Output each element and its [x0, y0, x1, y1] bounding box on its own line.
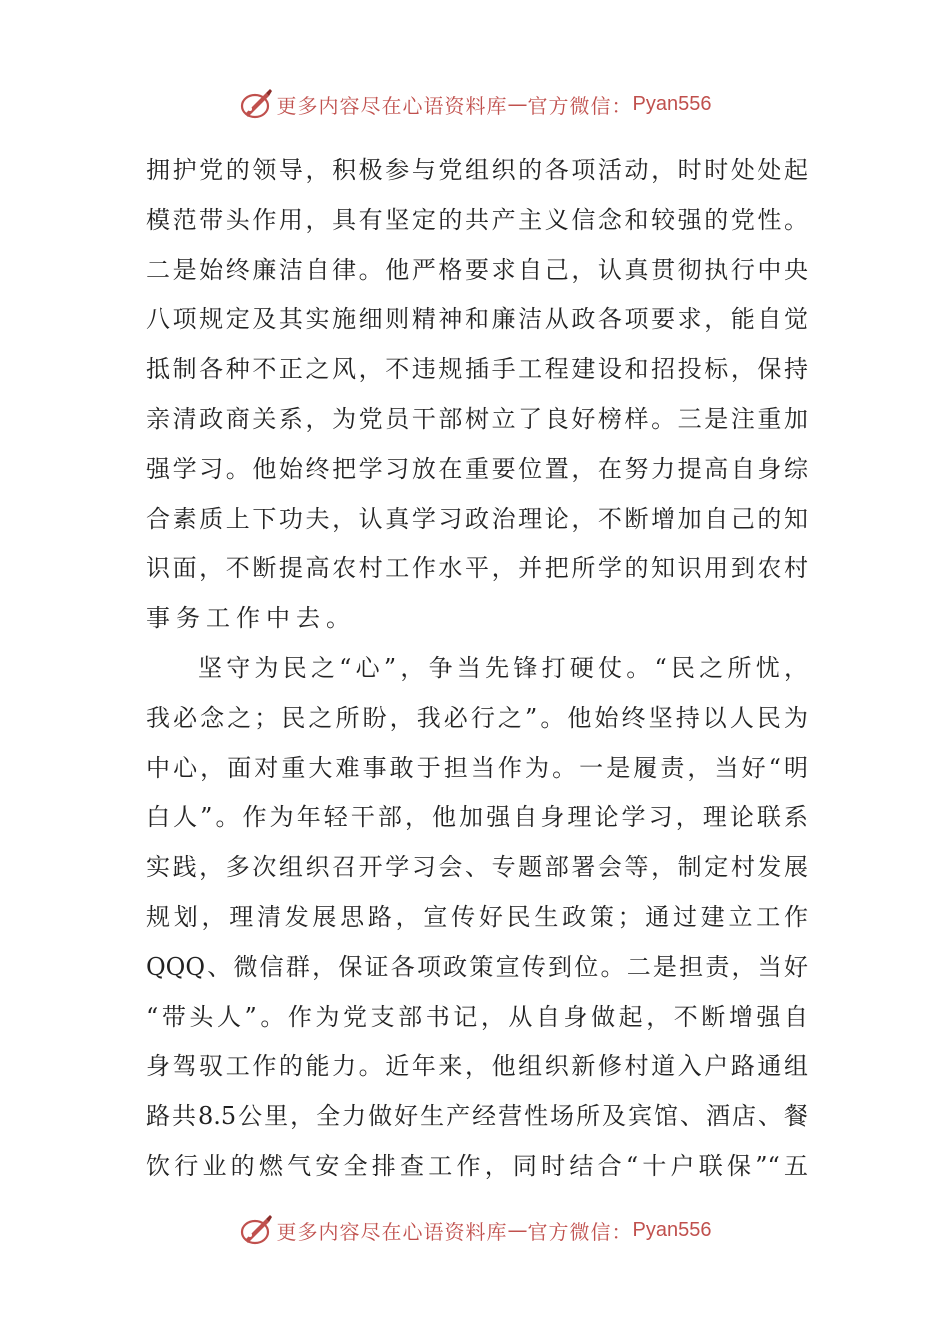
text-line: QQQ、微信群，保证各项政策宣传到位。二是担责，当好	[146, 952, 808, 981]
text-line: 身驾驭工作的能力。近年来，他组织新修村道入户路通组	[146, 1052, 808, 1081]
text-line: 识面，不断提高农村工作水平，并把所学的知识用到农村	[146, 554, 808, 583]
text-line: 拥护党的领导，积极参与党组织的各项活动，时时处处起	[146, 156, 808, 184]
text-line: 八项规定及其实施细则精神和廉洁从政各项要求，能自觉	[146, 305, 808, 334]
text-line: 我必念之；民之所盼，我必行之”。他始终坚持以人民为	[146, 703, 808, 732]
text-line: 抵制各种不正之风，不违规插手工程建设和招投标，保持	[146, 355, 808, 384]
text-line: 二是始终廉洁自律。他严格要求自己，认真贯彻执行中央	[146, 255, 808, 284]
banner-wechat-id: Pyan556	[632, 92, 712, 115]
banner-official-label: 官方微信：	[527, 93, 633, 118]
text-line: 合素质上下功夫，认真学习政治理论，不断增加自己的知	[146, 504, 808, 533]
text-line: 规划，理清发展思路，宣传好民生政策；通过建立工作	[146, 902, 808, 931]
banner-wechat-id: Pyan556	[632, 1218, 712, 1241]
text-line: 强学习。他始终把学习放在重要位置，在努力提高自身综	[146, 454, 808, 483]
text-line: 模范带头作用，具有坚定的共产主义信念和较强的党性。	[146, 205, 808, 234]
banner-dash: —	[507, 1218, 528, 1242]
footer-banner	[0, 1210, 950, 1250]
banner-brand-text: 更多内容尽在心语资料库	[276, 93, 508, 118]
text-line: 中心，面对重大难事敢于担当作为。一是履责，当好“明	[146, 753, 808, 782]
banner-dash: —	[507, 92, 528, 116]
document-body	[146, 146, 808, 1192]
text-line: “带头人”。作为党支部书记，从自身做起，不断增强自	[146, 1002, 808, 1031]
paragraph-2	[146, 644, 808, 1192]
pen-ring-logo-icon	[239, 87, 273, 121]
header-banner	[0, 84, 950, 124]
text-line: 事务工作中去。	[146, 604, 356, 633]
text-line: 路共8.5公里，全力做好生产经营性场所及宾馆、酒店、餐	[146, 1102, 808, 1131]
text-line: 白人”。作为年轻干部，他加强自身理论学习，理论联系	[146, 803, 808, 832]
text-line: 饮行业的燃气安全排查工作，同时结合“十户联保”“五	[146, 1151, 808, 1180]
text-line: 亲清政商关系，为党员干部树立了良好榜样。三是注重加	[146, 404, 808, 433]
pen-ring-logo-icon	[239, 1213, 273, 1247]
paragraph-1	[146, 146, 808, 644]
banner-brand-text: 更多内容尽在心语资料库	[276, 1219, 508, 1244]
text-line: 实践，多次组织召开学习会、专题部署会等，制定村发展	[146, 853, 808, 882]
text-line: 坚守为民之“心”，争当先锋打硬仗。“民之所忧，	[198, 653, 808, 682]
banner-official-label: 官方微信：	[527, 1219, 633, 1244]
